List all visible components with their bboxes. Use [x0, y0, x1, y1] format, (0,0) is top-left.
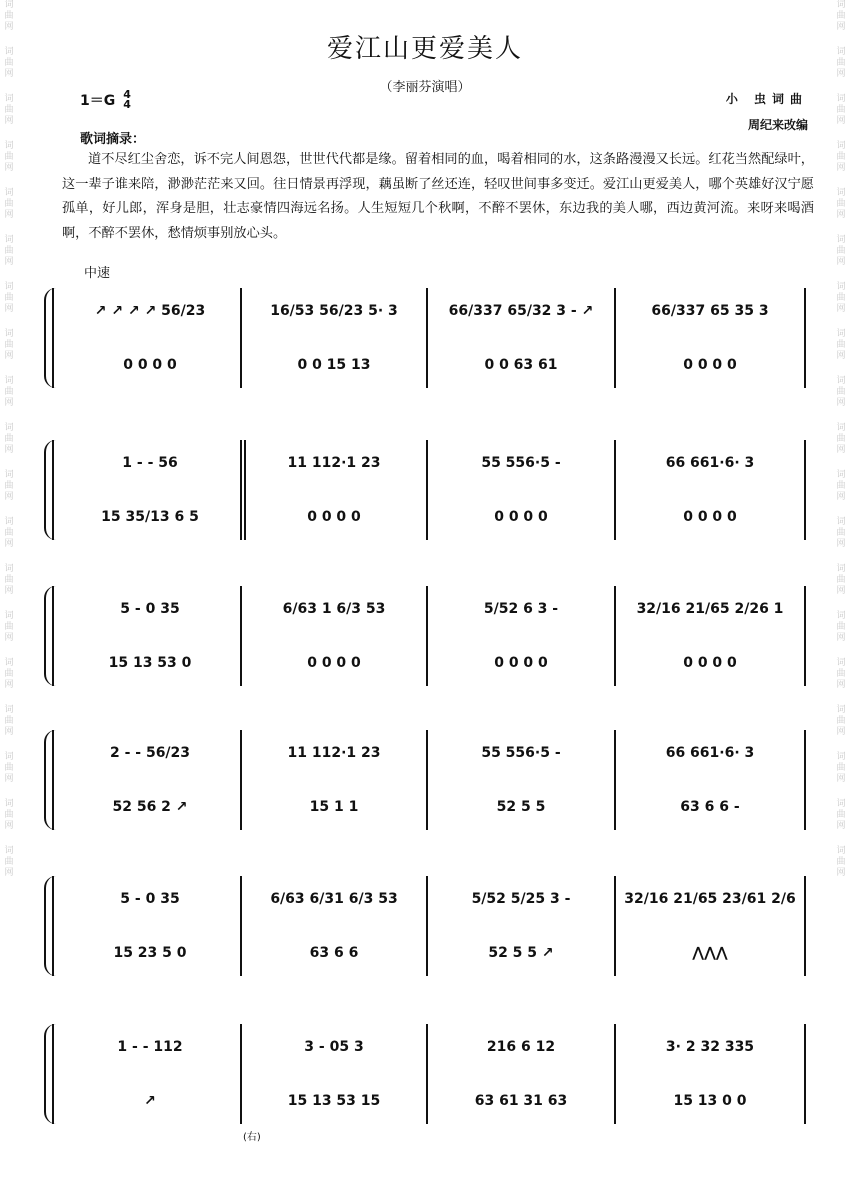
- time-numerator: 4: [123, 88, 131, 101]
- watermark-char: 词: [836, 188, 846, 198]
- watermark-char: 词: [4, 517, 14, 527]
- watermark-char: 曲: [836, 105, 846, 115]
- watermark-char: 曲: [836, 387, 846, 397]
- measure: [246, 730, 422, 830]
- watermark-mark: [4, 611, 13, 644]
- watermark-char: 曲: [4, 152, 14, 162]
- measure: [432, 288, 610, 388]
- melody-voice: 3 - 05 3: [304, 1039, 364, 1055]
- barline: [426, 288, 428, 388]
- watermark-char: 网: [4, 868, 14, 878]
- measure: [64, 440, 236, 540]
- watermark-mark: [4, 799, 13, 832]
- watermark-char: 词: [4, 752, 14, 762]
- measure: [432, 876, 610, 976]
- watermark-char: 词: [836, 235, 846, 245]
- barline: [804, 586, 806, 686]
- watermark-char: 网: [4, 257, 14, 267]
- time-denominator: 4: [123, 98, 131, 111]
- watermark-mark: [836, 658, 845, 691]
- score-system: [44, 586, 806, 686]
- barline: [240, 288, 242, 388]
- watermark-char: 网: [4, 445, 14, 455]
- watermark-char: 词: [4, 188, 14, 198]
- bass-voice: 0 0 0 0: [683, 357, 737, 373]
- measure: [620, 586, 800, 686]
- system-start-line: [52, 1024, 54, 1124]
- watermark-char: 曲: [4, 528, 14, 538]
- watermark-char: 曲: [4, 58, 14, 68]
- watermark-mark: [4, 517, 13, 550]
- system-start-line: [52, 730, 54, 830]
- watermark-char: 词: [836, 517, 846, 527]
- watermark-mark: [836, 94, 845, 127]
- watermark-char: 词: [836, 329, 846, 339]
- watermark-char: 网: [836, 445, 846, 455]
- system-start-line: [52, 876, 54, 976]
- watermark-mark: [4, 141, 13, 174]
- watermark-mark: [836, 752, 845, 785]
- bass-voice: 0 0 63 61: [484, 357, 558, 373]
- measure: [64, 586, 236, 686]
- watermark-char: 网: [4, 163, 14, 173]
- watermark-char: 曲: [4, 434, 14, 444]
- watermark-char: 曲: [4, 11, 14, 21]
- watermark-char: 曲: [836, 152, 846, 162]
- watermark-char: 曲: [4, 246, 14, 256]
- watermark-char: 词: [836, 564, 846, 574]
- watermark-char: 词: [4, 705, 14, 715]
- watermark-mark: [4, 470, 13, 503]
- watermark-char: 网: [4, 398, 14, 408]
- watermark-mark: [836, 188, 845, 221]
- singer-subtitle: （李丽芬演唱）: [379, 80, 471, 95]
- time-signature: [123, 90, 131, 110]
- watermark-char: 曲: [4, 105, 14, 115]
- watermark-char: 网: [836, 116, 846, 126]
- watermark-mark: [4, 329, 13, 362]
- watermark-char: 网: [836, 492, 846, 502]
- watermark-mark: [4, 846, 13, 879]
- barline: [240, 1024, 242, 1124]
- watermark-char: 词: [4, 658, 14, 668]
- melody-voice: 66/337 65 35 3: [651, 303, 769, 319]
- watermark-char: 网: [4, 304, 14, 314]
- barline: [804, 730, 806, 830]
- score-system: [44, 288, 806, 388]
- watermark-char: 词: [836, 705, 846, 715]
- watermark-char: 词: [836, 282, 846, 292]
- watermark-mark: [836, 846, 845, 879]
- watermark-char: 网: [836, 398, 846, 408]
- watermark-char: 曲: [4, 481, 14, 491]
- system-start-line: [52, 288, 54, 388]
- bass-voice: 0 0 0 0: [307, 509, 361, 525]
- barline: [614, 730, 616, 830]
- melody-voice: 6/63 6/31 6/3 53: [270, 891, 398, 907]
- system-brace: [44, 876, 56, 976]
- watermark-mark: [4, 188, 13, 221]
- watermark-char: 词: [4, 423, 14, 433]
- watermark-char: 曲: [836, 434, 846, 444]
- watermark-mark: [836, 705, 845, 738]
- watermark-char: 网: [4, 821, 14, 831]
- barline: [804, 1024, 806, 1124]
- watermark-char: 网: [836, 304, 846, 314]
- arranger: 周纪来改编: [747, 118, 808, 132]
- melody-voice: 32/16 21/65 23/61 2/6: [624, 891, 796, 907]
- watermark-char: 网: [836, 727, 846, 737]
- barline: [426, 440, 428, 540]
- watermark-char: 网: [836, 69, 846, 79]
- bass-voice: 15 13 0 0: [673, 1093, 747, 1109]
- watermark-char: 词: [4, 94, 14, 104]
- melody-voice: 1 - - 56: [122, 455, 178, 471]
- watermark-mark: [836, 564, 845, 597]
- watermark-char: 曲: [4, 763, 14, 773]
- watermark-char: 网: [4, 210, 14, 220]
- watermark-char: 网: [836, 22, 846, 32]
- barline: [240, 586, 242, 686]
- bass-voice: 0 0 0 0: [494, 655, 548, 671]
- melody-voice: 5 - 0 35: [120, 601, 180, 617]
- watermark-char: 词: [836, 423, 846, 433]
- watermark-left: [0, 0, 18, 1178]
- lyricist-composer: 小 虫词曲: [725, 92, 808, 106]
- watermark-char: 曲: [4, 340, 14, 350]
- watermark-right: [832, 0, 850, 1178]
- barline: [614, 876, 616, 976]
- melody-voice: 2 - - 56/23: [109, 745, 191, 761]
- watermark-mark: [836, 376, 845, 409]
- watermark-char: 词: [4, 282, 14, 292]
- bass-voice: 15 13 53 15: [287, 1093, 381, 1109]
- watermark-mark: [4, 705, 13, 738]
- watermark-char: 曲: [836, 810, 846, 820]
- watermark-char: 词: [4, 376, 14, 386]
- measure: [64, 288, 236, 388]
- watermark-char: 网: [4, 586, 14, 596]
- bass-voice: 0 0 0 0: [307, 655, 361, 671]
- measure: [620, 440, 800, 540]
- watermark-char: 词: [836, 94, 846, 104]
- bass-voice: ⋀⋀⋀: [692, 945, 728, 961]
- watermark-char: 曲: [836, 246, 846, 256]
- measure: [246, 288, 422, 388]
- watermark-mark: [836, 423, 845, 456]
- measure: [432, 730, 610, 830]
- bass-voice: 52 5 5 ↗: [488, 945, 554, 961]
- watermark-char: 曲: [836, 340, 846, 350]
- watermark-char: 曲: [4, 575, 14, 585]
- barline: [804, 440, 806, 540]
- system-brace: [44, 730, 56, 830]
- watermark-char: 词: [4, 235, 14, 245]
- bass-voice: 15 35/13 6 5: [101, 509, 199, 525]
- watermark-char: 网: [4, 774, 14, 784]
- measure: [246, 586, 422, 686]
- bass-voice: ↗: [144, 1093, 156, 1109]
- watermark-char: 词: [4, 47, 14, 57]
- watermark-mark: [4, 564, 13, 597]
- watermark-char: 曲: [836, 199, 846, 209]
- barline: [614, 440, 616, 540]
- measure: [620, 288, 800, 388]
- watermark-char: 曲: [836, 716, 846, 726]
- watermark-char: 曲: [4, 716, 14, 726]
- system-brace: [44, 586, 56, 686]
- barline: [804, 876, 806, 976]
- watermark-mark: [4, 752, 13, 785]
- measure: [620, 1024, 800, 1124]
- melody-voice: 216 6 12: [486, 1039, 556, 1055]
- watermark-char: 词: [836, 376, 846, 386]
- watermark-char: 网: [4, 351, 14, 361]
- watermark-mark: [4, 235, 13, 268]
- watermark-mark: [836, 141, 845, 174]
- melody-voice: ↗ ↗ ↗ ↗ 56/23: [94, 303, 206, 319]
- system-brace: [44, 440, 56, 540]
- melody-voice: 66 661·6· 3: [665, 745, 755, 761]
- measure: [64, 876, 236, 976]
- bass-voice: 52 5 5: [496, 799, 546, 815]
- tempo-marking: 中速: [84, 266, 111, 281]
- watermark-char: 词: [836, 752, 846, 762]
- watermark-mark: [836, 470, 845, 503]
- melody-voice: 66/337 65/32 3 - ↗: [448, 303, 594, 319]
- barline: [426, 1024, 428, 1124]
- barline: [614, 288, 616, 388]
- watermark-char: 网: [4, 680, 14, 690]
- score-system: [44, 440, 806, 540]
- watermark-mark: [836, 611, 845, 644]
- watermark-char: 曲: [4, 810, 14, 820]
- bass-voice: 52 56 2 ↗: [112, 799, 188, 815]
- system-start-line: [52, 440, 54, 540]
- watermark-char: 词: [836, 141, 846, 151]
- watermark-char: 词: [4, 564, 14, 574]
- melody-voice: 11 112·1 23: [287, 455, 381, 471]
- watermark-mark: [836, 329, 845, 362]
- bass-voice: 63 61 31 63: [474, 1093, 568, 1109]
- bass-voice: 0 0 0 0: [494, 509, 548, 525]
- watermark-mark: [836, 235, 845, 268]
- watermark-char: 网: [836, 680, 846, 690]
- watermark-mark: [4, 658, 13, 691]
- bass-voice: 63 6 6: [309, 945, 359, 961]
- barline: [426, 730, 428, 830]
- watermark-char: 词: [836, 846, 846, 856]
- barline: [240, 730, 242, 830]
- bass-voice: 0 0 0 0: [123, 357, 177, 373]
- melody-voice: 32/16 21/65 2/26 1: [636, 601, 784, 617]
- watermark-char: 曲: [4, 622, 14, 632]
- bass-voice: 0 0 0 0: [683, 509, 737, 525]
- footnote: (右): [243, 1132, 261, 1143]
- watermark-char: 网: [836, 257, 846, 267]
- watermark-char: 词: [836, 658, 846, 668]
- barline: [240, 440, 242, 540]
- watermark-char: 网: [836, 821, 846, 831]
- melody-voice: 66 661·6· 3: [665, 455, 755, 471]
- watermark-char: 曲: [836, 669, 846, 679]
- measure: [620, 876, 800, 976]
- watermark-char: 网: [4, 69, 14, 79]
- watermark-char: 词: [836, 799, 846, 809]
- watermark-char: 词: [836, 47, 846, 57]
- watermark-char: 网: [836, 868, 846, 878]
- melody-voice: 55 556·5 -: [481, 455, 561, 471]
- bass-voice: 0 0 15 13: [297, 357, 371, 373]
- watermark-char: 曲: [836, 58, 846, 68]
- watermark-char: 曲: [836, 857, 846, 867]
- watermark-char: 词: [4, 329, 14, 339]
- watermark-char: 词: [4, 0, 14, 10]
- watermark-mark: [836, 517, 845, 550]
- song-title: 爱江山更爱美人: [326, 34, 523, 64]
- measure: [246, 440, 422, 540]
- barline: [426, 876, 428, 976]
- watermark-char: 词: [4, 846, 14, 856]
- system-start-line: [52, 586, 54, 686]
- melody-voice: 5 - 0 35: [120, 891, 180, 907]
- barline: [614, 586, 616, 686]
- barline: [426, 586, 428, 686]
- watermark-char: 网: [836, 774, 846, 784]
- watermark-char: 曲: [836, 528, 846, 538]
- barline: [614, 1024, 616, 1124]
- melody-voice: 1 - - 112: [117, 1039, 183, 1055]
- measure: [432, 586, 610, 686]
- system-brace: [44, 1024, 56, 1124]
- bass-voice: 15 13 53 0: [108, 655, 192, 671]
- melody-voice: 16/53 56/23 5· 3: [270, 303, 398, 319]
- bass-voice: 15 1 1: [309, 799, 359, 815]
- measure: [246, 1024, 422, 1124]
- bass-voice: 15 23 5 0: [113, 945, 187, 961]
- watermark-char: 网: [836, 351, 846, 361]
- melody-voice: 6/63 1 6/3 53: [282, 601, 386, 617]
- watermark-char: 网: [836, 539, 846, 549]
- melody-voice: 55 556·5 -: [481, 745, 561, 761]
- watermark-mark: [4, 423, 13, 456]
- key-signature: [80, 90, 131, 110]
- watermark-char: 词: [836, 611, 846, 621]
- watermark-mark: [836, 282, 845, 315]
- watermark-char: 网: [4, 22, 14, 32]
- watermark-char: 曲: [836, 293, 846, 303]
- melody-voice: 11 112·1 23: [287, 745, 381, 761]
- watermark-char: 曲: [4, 857, 14, 867]
- score-system: [44, 1024, 806, 1124]
- watermark-char: 网: [4, 492, 14, 502]
- watermark-char: 曲: [836, 11, 846, 21]
- watermark-char: 词: [836, 0, 846, 10]
- watermark-char: 词: [836, 470, 846, 480]
- watermark-char: 网: [4, 539, 14, 549]
- score-system: [44, 730, 806, 830]
- bass-voice: 63 6 6 -: [680, 799, 740, 815]
- score-system: [44, 876, 806, 976]
- watermark-char: 网: [4, 727, 14, 737]
- watermark-char: 曲: [4, 293, 14, 303]
- key-label: 1＝G: [80, 93, 116, 109]
- watermark-char: 网: [836, 210, 846, 220]
- measure: [432, 440, 610, 540]
- measure: [432, 1024, 610, 1124]
- watermark-mark: [4, 282, 13, 315]
- watermark-mark: [836, 799, 845, 832]
- watermark-char: 词: [4, 470, 14, 480]
- watermark-char: 网: [836, 163, 846, 173]
- lyrics-text: 道不尽红尘舍恋，诉不完人间恩怨，世世代代都是缘。留着相同的血，喝着相同的水，这条路漫漫又长远。红花当然配绿叶，这一辈子谁来陪，渺渺茫茫来又回。往日情景再浮现，藕虽断了丝还连，轻叹世间事多变迁。爱江山更爱美人，哪个英雄好汉宁愿孤单，好儿郎，浑身是胆，壮志豪情四海远名扬。人生短短几个秋啊，不醉不罢休，东边我的美人哪，西边黄河流。来呀来喝酒啊，不醉不罢休，愁情烦事别放心头。: [62, 152, 814, 241]
- melody-voice: 5/52 5/25 3 -: [471, 891, 571, 907]
- melody-voice: 3· 2 32 335: [665, 1039, 755, 1055]
- watermark-char: 曲: [836, 622, 846, 632]
- watermark-char: 词: [4, 141, 14, 151]
- system-brace: [44, 288, 56, 388]
- measure: [64, 1024, 236, 1124]
- watermark-char: 网: [836, 633, 846, 643]
- watermark-char: 网: [4, 633, 14, 643]
- watermark-char: 曲: [836, 763, 846, 773]
- watermark-char: 曲: [4, 387, 14, 397]
- watermark-mark: [4, 376, 13, 409]
- measure: [246, 876, 422, 976]
- watermark-char: 网: [836, 586, 846, 596]
- watermark-char: 曲: [4, 669, 14, 679]
- watermark-char: 曲: [836, 575, 846, 585]
- watermark-char: 曲: [836, 481, 846, 491]
- measure: [64, 730, 236, 830]
- watermark-char: 词: [4, 611, 14, 621]
- barline: [240, 876, 242, 976]
- watermark-char: 曲: [4, 199, 14, 209]
- watermark-char: 网: [4, 116, 14, 126]
- bass-voice: 0 0 0 0: [683, 655, 737, 671]
- melody-voice: 5/52 6 3 -: [483, 601, 559, 617]
- lyrics-label: 歌词摘录：: [80, 132, 146, 147]
- barline: [804, 288, 806, 388]
- watermark-char: 词: [4, 799, 14, 809]
- measure: [620, 730, 800, 830]
- watermark-mark: [4, 94, 13, 127]
